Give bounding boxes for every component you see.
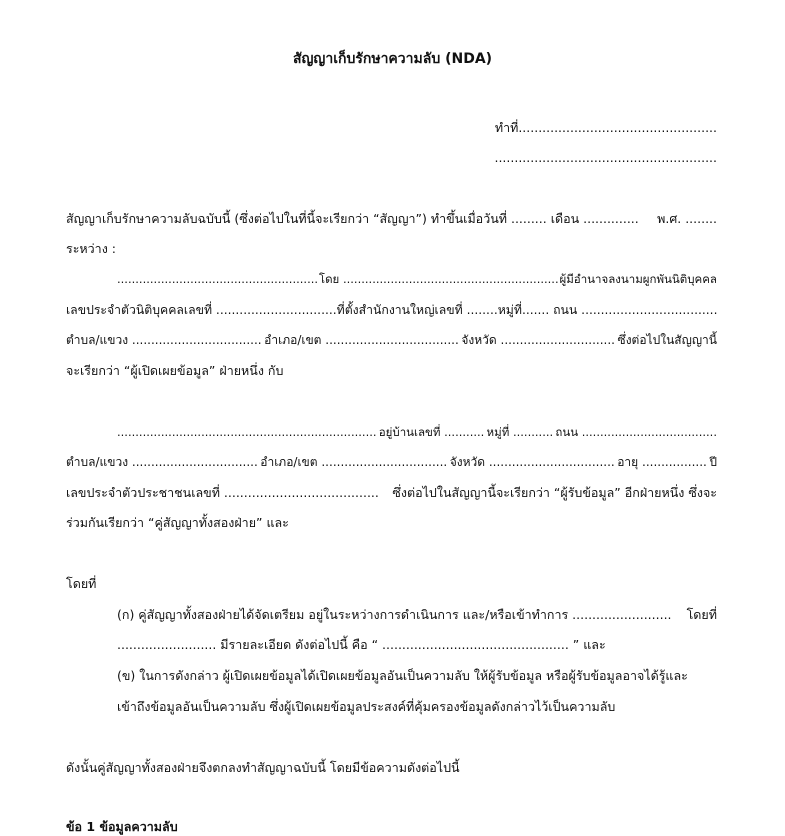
place-line-2: ........................................................: [494, 150, 717, 165]
party2-road: ถนน .....................................: [555, 425, 717, 439]
party1-line-3: [66, 331, 717, 349]
party1-line-4: จะเรียกว่า “ผู้เปิดเผยข้อมูล” ฝ่ายหนึ่ง กับ: [66, 363, 284, 378]
party2-citizen-id: เลขประจำตัวประชาชนเลขที่ .......................................: [66, 485, 379, 500]
party2-moo: หมู่ที่ ...........: [486, 425, 554, 439]
party2-line-4: ร่วมกันเรียกว่า “คู่สัญญาทั้งสองฝ่าย” และ: [66, 515, 289, 530]
whereas-a-line-2: ......................... มีรายละเอียด ดังต่อไปนี้ คือ “ ............................................... ” และ: [117, 637, 606, 652]
whereas-b-line-2: เข้าถึงข้อมูลอันเป็นความลับ ซึ่งผู้เปิดเผยข้อมูลประสงค์ที่คุ้มครองข้อมูลดังกล่าวไว้เป็นความลับ: [117, 699, 616, 714]
whereas-a-whereby: โดยที่: [686, 607, 717, 622]
intro-line-1: [66, 210, 717, 228]
party1-name-blank: .......................................................: [117, 272, 319, 286]
party1-line-1: [117, 270, 717, 288]
whereas-a-line-1: [117, 606, 717, 624]
party2-province: จังหวัด .................................: [449, 455, 615, 469]
whereas-a-text: (ก) คู่สัญญาทั้งสองฝ่ายได้จัดเตรียม อยู่ในระหว่างการดำเนินการ และ/หรือเข้าทำการ .........................: [117, 607, 672, 622]
party1-juristic-id: เลขประจำตัวนิติบุคคลเลขที่ ...............................: [66, 303, 337, 317]
party2-house-number: อยู่บ้านเลขที่ ...........: [378, 425, 485, 439]
party1-moo-road: หมู่ที่....... ถนน ...................................: [497, 303, 718, 317]
section-1-heading: ข้อ 1 ข้อมูลความลับ: [66, 819, 178, 834]
party1-subdistrict: ตำบล/แขวง ..................................: [66, 333, 262, 347]
party1-province: จังหวัด ..............................: [461, 333, 615, 347]
party2-subdistrict: ตำบล/แขวง .................................: [66, 455, 258, 469]
party2-name-blank: .......................................................................: [117, 425, 377, 439]
party2-line-3: [66, 484, 717, 502]
place-line-1: ทำที่..................................................: [494, 120, 717, 135]
party1-hereinafter: ซึ่งต่อไปในสัญญานี้: [617, 333, 717, 347]
party1-hq-number: ที่ตั้งสำนักงานใหญ่เลขที่ ........: [336, 303, 498, 317]
party1-authorized-text: ผู้มีอำนาจลงนามผูกพันนิติบุคคล: [559, 272, 717, 286]
party1-line-2: [66, 301, 717, 319]
document-title: สัญญาเก็บรักษาความลับ (NDA): [292, 51, 493, 67]
party2-district: อำเภอ/เขต .................................: [260, 455, 448, 469]
conclusion-text: ดังนั้นคู่สัญญาทั้งสองฝ่ายจึงตกลงทำสัญญาฉบับนี้ โดยมีข้อความดังต่อไปนี้: [66, 760, 460, 775]
party2-years: ปี: [709, 455, 717, 469]
party2-line-2: [66, 453, 717, 471]
intro-year-text: พ.ศ. ........: [657, 211, 717, 226]
party2-age: อายุ .................: [617, 455, 707, 469]
party2-line-1: [117, 423, 717, 441]
whereas-b-line-1: (ข) ในการดังกล่าว ผู้เปิดเผยข้อมูลได้เปิดเผยข้อมูลอันเป็นความลับ ให้ผู้รับข้อมูล หรือผู้รับข้อมูลอาจได้รู้และ: [117, 668, 688, 683]
whereas-heading: โดยที่: [66, 576, 97, 591]
party1-district: อำเภอ/เขต ...................................: [264, 333, 459, 347]
intro-between: ระหว่าง :: [66, 241, 116, 256]
party2-hereinafter: ซึ่งต่อไปในสัญญานี้จะเรียกว่า “ผู้รับข้อมูล” อีกฝ่ายหนึ่ง ซึ่งจะ: [392, 485, 717, 500]
party1-by-blank: โดย ...........................................................: [318, 272, 559, 286]
intro-date-text: สัญญาเก็บรักษาความลับฉบับนี้ (ซึ่งต่อไปในที่นี้จะเรียกว่า “สัญญา”) ทำขึ้นเมื่อวันที่ ......... เดือน ..............: [66, 211, 639, 226]
